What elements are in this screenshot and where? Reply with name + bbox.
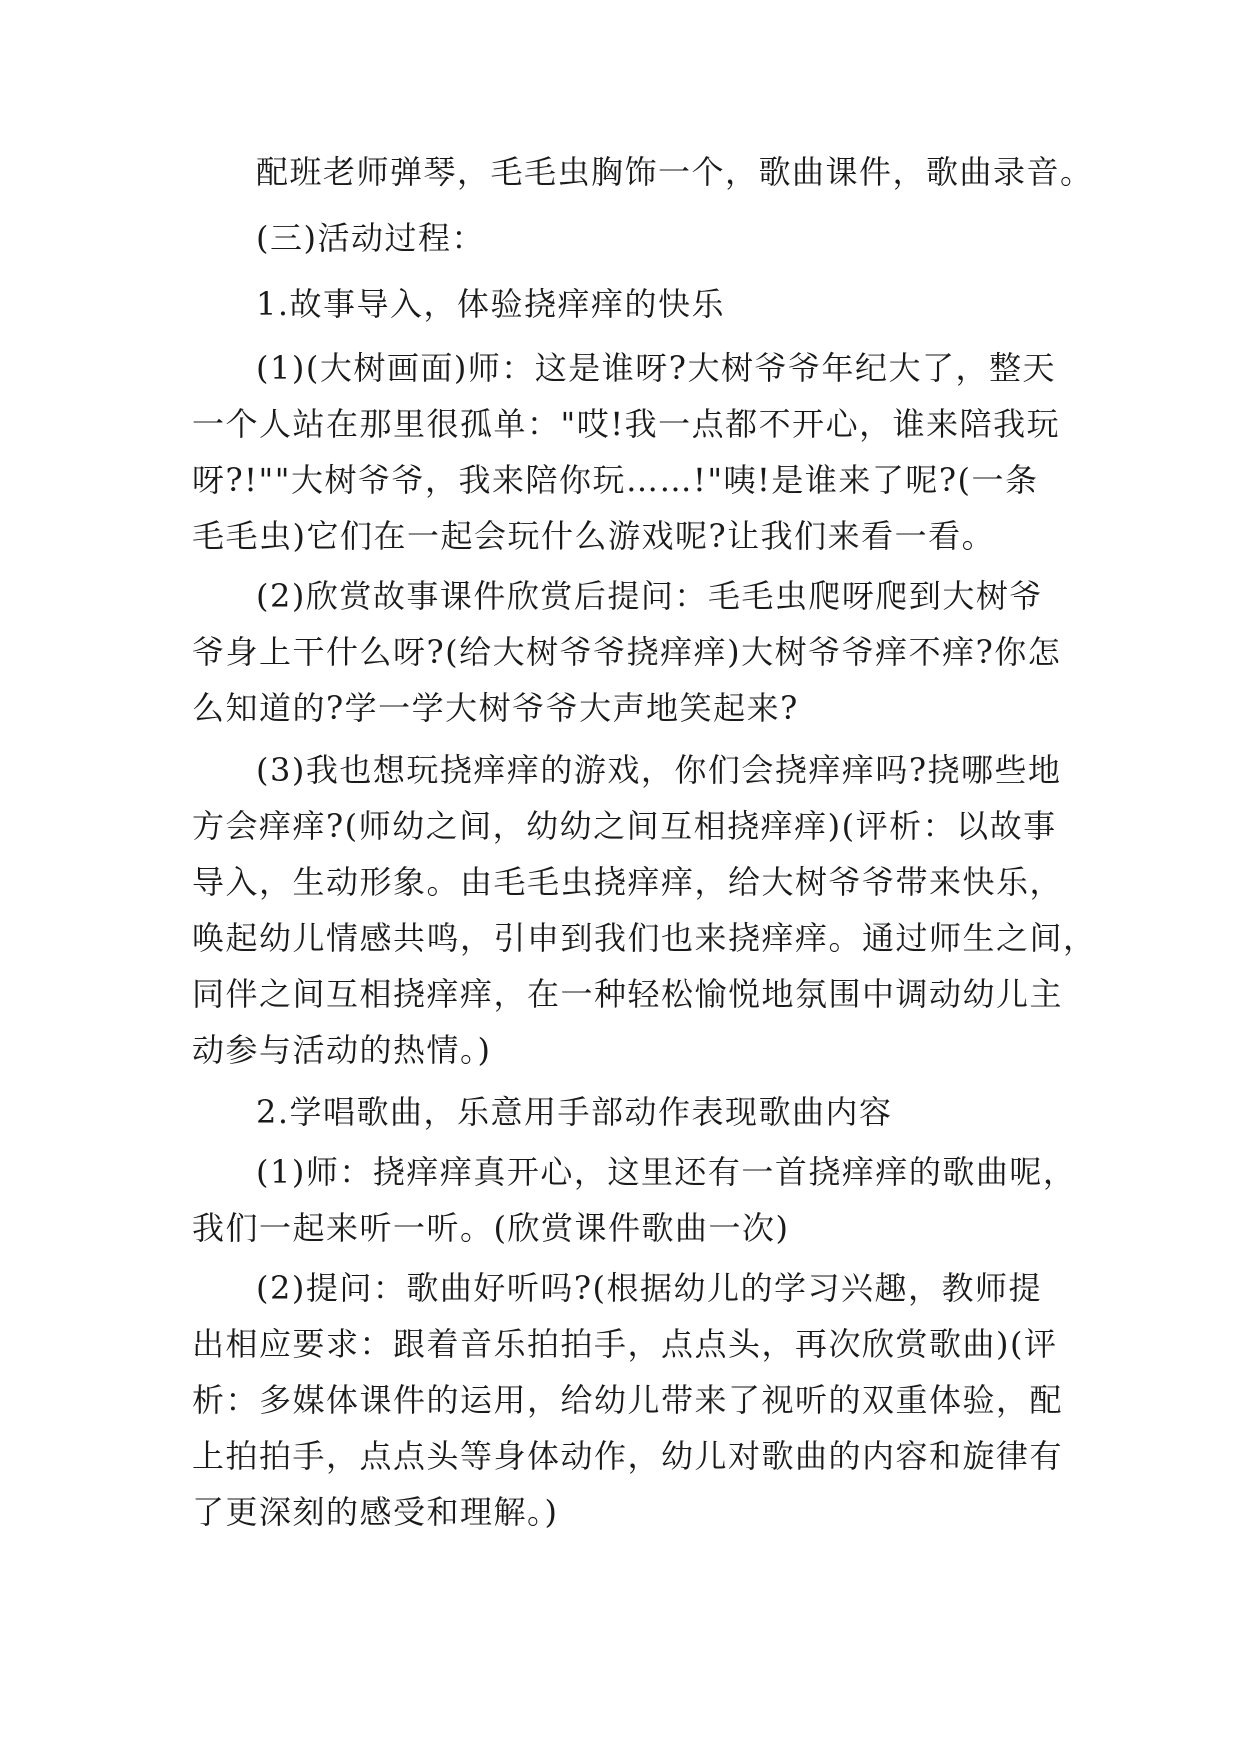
text-line: (2)欣赏故事课件欣赏后提问：毛毛虫爬呀爬到大树爷 <box>256 577 1043 615</box>
text-line: 导入，生动形象。由毛毛虫挠痒痒，给大树爷爷带来快乐， <box>192 863 1064 901</box>
text-line: (2)提问：歌曲好听吗?(根据幼儿的学习兴趣，教师提 <box>256 1269 1042 1307</box>
text-line: 了更深刻的感受和理解。) <box>192 1493 559 1531</box>
text-line: 配班老师弹琴，毛毛虫胸饰一个，歌曲课件，歌曲录音。 <box>256 153 1094 191</box>
step-heading: 1.故事导入，体验挠痒痒的快乐 <box>256 285 726 323</box>
text-line: 一个人站在那里很孤单："哎!我一点都不开心，谁来陪我玩 <box>192 405 1061 443</box>
text-line: (3)我也想玩挠痒痒的游戏，你们会挠痒痒吗?挠哪些地 <box>256 751 1062 789</box>
text-line: 方会痒痒?(师幼之间，幼幼之间互相挠痒痒)(评析：以故事 <box>192 807 1057 845</box>
section-heading: (三)活动过程： <box>256 219 485 257</box>
text-line: (1)师：挠痒痒真开心，这里还有一首挠痒痒的歌曲呢， <box>256 1153 1077 1191</box>
text-line: 我们一起来听一听。(欣赏课件歌曲一次) <box>192 1209 790 1247</box>
text-line: 呀?!""大树爷爷，我来陪你玩……!"咦!是谁来了呢?(一条 <box>192 461 1039 499</box>
text-line: 析：多媒体课件的运用，给幼儿带来了视听的双重体验，配 <box>192 1381 1064 1419</box>
text-line: 动参与活动的热情。) <box>192 1031 492 1069</box>
text-line: 爷身上干什么呀?(给大树爷爷挠痒痒)大树爷爷痒不痒?你怎 <box>192 633 1062 671</box>
step-heading: 2.学唱歌曲，乐意用手部动作表现歌曲内容 <box>256 1093 893 1131</box>
text-line: 么知道的?学一学大树爷爷大声地笑起来? <box>192 689 799 727</box>
text-line: 毛毛虫)它们在一起会玩什么游戏呢?让我们来看一看。 <box>192 517 996 555</box>
text-line: (1)(大树画面)师：这是谁呀?大树爷爷年纪大了，整天 <box>256 349 1056 387</box>
text-line: 唤起幼儿情感共鸣，引申到我们也来挠痒痒。通过师生之间， <box>192 919 1097 957</box>
text-line: 同伴之间互相挠痒痒，在一种轻松愉悦地氛围中调动幼儿主 <box>192 975 1064 1013</box>
text-line: 上拍拍手，点点头等身体动作，幼儿对歌曲的内容和旋律有 <box>192 1437 1064 1475</box>
text-line: 出相应要求：跟着音乐拍拍手，点点头，再次欣赏歌曲)(评 <box>192 1325 1058 1363</box>
